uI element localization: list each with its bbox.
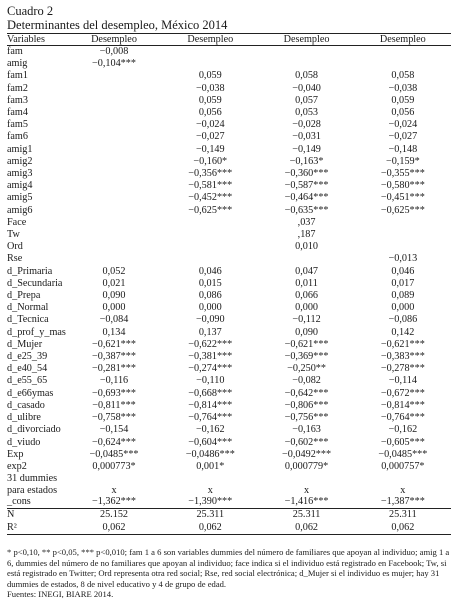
table-row	[7, 217, 451, 229]
row-value: ,037	[297, 216, 316, 228]
row-variable: d_Normal	[7, 302, 49, 314]
row-value: −0,250**	[287, 363, 326, 375]
row-variable: d_prof_y_mas	[7, 326, 66, 338]
row-value: −0,381***	[188, 351, 233, 363]
row-variable: d_Mujer	[7, 338, 43, 350]
row-variable: d_viudo	[7, 436, 41, 448]
table-row	[7, 412, 451, 424]
row-value	[66, 205, 162, 217]
dummies-mark: x	[400, 484, 406, 496]
table-row-stat	[7, 509, 451, 522]
table-body	[7, 46, 451, 535]
table-row	[7, 156, 451, 168]
table-row	[7, 424, 451, 436]
row-value: −0,693***	[92, 387, 136, 399]
row-value: −0,668***	[188, 387, 233, 399]
table-row	[7, 437, 451, 449]
row-value: −0,160*	[193, 155, 228, 167]
row-value: −0,0486***	[185, 448, 235, 460]
row-value: −0,672***	[380, 387, 425, 399]
row-value: −0,149	[292, 143, 321, 155]
row-value: 0,066	[295, 290, 319, 302]
row-value: 0,062	[66, 522, 162, 535]
row-value: 0,137	[198, 326, 222, 338]
row-value: 25.311	[162, 509, 258, 522]
table-row	[7, 107, 451, 119]
table-row	[7, 46, 451, 59]
row-value: −0,040	[292, 82, 321, 94]
row-value: 0,000773*	[92, 460, 136, 472]
table-row	[7, 83, 451, 95]
row-value: 0,010	[295, 241, 319, 253]
row-variable: Exp	[7, 448, 24, 460]
row-value: −0,642***	[284, 387, 329, 399]
row-value: −0,154	[99, 424, 129, 436]
row-value: −0,110	[196, 375, 225, 387]
row-variable: Face	[7, 216, 27, 228]
row-variable: d_casado	[7, 399, 45, 411]
row-value: −0,112	[292, 314, 321, 326]
row-value: 0,046	[198, 265, 222, 277]
table-row	[7, 58, 451, 70]
header-variables: Variables	[7, 34, 66, 46]
row-value	[66, 217, 162, 229]
row-value	[66, 83, 162, 95]
row-value: −0,013	[388, 253, 418, 265]
row-value: −0,163	[292, 424, 321, 436]
row-value: 0,000	[295, 302, 319, 314]
row-value: 0,000	[102, 302, 126, 314]
row-value: 0,047	[295, 265, 319, 277]
row-variable: fam3	[7, 94, 28, 106]
row-value: 0,056	[198, 107, 222, 119]
row-value: −0,086	[388, 314, 418, 326]
row-value: −0,602***	[284, 436, 329, 448]
row-variable: fam2	[7, 82, 28, 94]
table-row	[7, 449, 451, 461]
row-value: −0,082	[292, 375, 321, 387]
table-row	[7, 339, 451, 351]
row-value	[258, 58, 354, 70]
table-row-stat	[7, 522, 451, 535]
row-value	[66, 70, 162, 82]
row-variable: amig3	[7, 168, 33, 180]
row-value: −0,604***	[188, 436, 233, 448]
row-value: −0,028	[292, 119, 321, 131]
row-value	[66, 192, 162, 204]
table-row	[7, 351, 451, 363]
row-value: −0,814***	[188, 399, 233, 411]
row-variable: Ord	[7, 241, 23, 253]
row-variable: d_e40_54	[7, 363, 48, 375]
row-variable: amig6	[7, 204, 33, 216]
header-model-4: Desempleo	[355, 34, 451, 46]
table-row	[7, 302, 451, 314]
row-value: −0,278***	[380, 363, 425, 375]
row-value: 0,142	[391, 326, 415, 338]
row-value	[355, 46, 451, 59]
row-value	[162, 229, 258, 241]
row-value: −0,162	[388, 424, 418, 436]
row-variable: d_e55_65	[7, 375, 48, 387]
table-row	[7, 363, 451, 375]
row-value: −0,0492***	[282, 448, 332, 460]
row-variable: amig1	[7, 143, 33, 155]
row-value: −0,274***	[188, 363, 233, 375]
row-value: 0,062	[162, 522, 258, 535]
row-value	[355, 229, 451, 241]
row-value: 0,062	[355, 522, 451, 535]
header-model-3: Desempleo	[258, 34, 354, 46]
dummies-mark: x	[207, 484, 213, 496]
row-value	[66, 229, 162, 241]
row-value: −0,116	[99, 375, 129, 387]
row-value	[66, 168, 162, 180]
row-value: 0,046	[391, 265, 415, 277]
table-row	[7, 290, 451, 302]
row-value: 0,089	[391, 290, 415, 302]
row-value: −0,621***	[284, 338, 329, 350]
table-row	[7, 388, 451, 400]
row-value: −0,452***	[188, 192, 233, 204]
row-value: 0,000	[391, 302, 415, 314]
table-row-dummies	[7, 485, 451, 497]
table-row	[7, 253, 451, 265]
row-variable: fam6	[7, 131, 28, 143]
row-variable: d_e25_39	[7, 351, 48, 363]
row-value: 25.311	[355, 509, 451, 522]
row-variable: d_ulibre	[7, 412, 41, 424]
row-value: −0,027	[388, 131, 418, 143]
table-row	[7, 266, 451, 278]
row-value: 0,090	[102, 290, 126, 302]
row-variable: fam	[7, 46, 23, 57]
row-value: ,187	[297, 229, 316, 241]
table-row	[7, 95, 451, 107]
row-value: 0,021	[102, 277, 126, 289]
header-model-2: Desempleo	[162, 34, 258, 46]
row-value	[355, 217, 451, 229]
row-value: −0,806***	[284, 399, 329, 411]
row-value	[66, 131, 162, 143]
row-variable: d_Primaria	[7, 265, 53, 277]
row-variable: exp2	[7, 460, 27, 472]
row-value: −1,387***	[380, 496, 425, 508]
row-value: −0,162	[195, 424, 225, 436]
row-value	[355, 473, 451, 485]
table-notes	[7, 547, 453, 600]
table-caption-title: Determinantes del desempleo, México 2014	[7, 18, 228, 32]
row-variable: d_Prepa	[7, 290, 41, 302]
row-value: −0,587***	[284, 180, 329, 192]
row-value: −0,355***	[380, 168, 425, 180]
row-value: −0,451***	[380, 192, 425, 204]
table-row	[7, 461, 451, 473]
row-value: −0,625***	[380, 204, 425, 216]
row-value: −0,038	[388, 82, 418, 94]
row-variable: d_divorciado	[7, 424, 61, 436]
row-value: −0,369***	[284, 351, 329, 363]
row-variable: amig5	[7, 192, 33, 204]
row-value: 0,000	[198, 302, 222, 314]
row-value: −0,356***	[188, 168, 233, 180]
row-value: −1,390***	[188, 496, 233, 508]
table-row	[7, 168, 451, 180]
row-value: 0,001*	[196, 460, 225, 472]
table-row	[7, 205, 451, 217]
table-row-constant	[7, 496, 451, 509]
row-value: −0,764***	[188, 412, 233, 424]
row-value	[66, 144, 162, 156]
row-value: −0,360***	[284, 168, 329, 180]
row-value: −0,149	[195, 143, 225, 155]
row-value	[258, 46, 354, 59]
row-value	[66, 180, 162, 192]
table-row	[7, 327, 451, 339]
row-variable: R²	[7, 522, 66, 535]
row-value: −0,084	[99, 314, 129, 326]
row-variable: fam1	[7, 70, 28, 82]
row-value: 0,134	[102, 326, 126, 338]
row-value: −0,624***	[92, 436, 136, 448]
row-variable: d_Secundaria	[7, 277, 63, 289]
row-value	[162, 58, 258, 70]
row-value: 0,090	[295, 326, 319, 338]
table-row	[7, 119, 451, 131]
row-value: −0,0485***	[89, 448, 139, 460]
row-value	[162, 473, 258, 485]
regression-table	[7, 33, 451, 535]
row-value: 0,017	[391, 277, 415, 289]
table-row	[7, 180, 451, 192]
row-variable: Rse	[7, 253, 23, 265]
table-row	[7, 278, 451, 290]
row-value: 25.311	[258, 509, 354, 522]
table-row	[7, 192, 451, 204]
row-variable: _cons	[7, 496, 31, 508]
row-value: −0,464***	[284, 192, 329, 204]
table-row	[7, 314, 451, 326]
table-row	[7, 400, 451, 412]
row-value	[66, 156, 162, 168]
table-row	[7, 241, 451, 253]
row-value: 0,052	[102, 265, 126, 277]
source-note: Fuentes: INEGI, BIARE 2014.	[7, 589, 114, 600]
row-value: −0,024	[195, 119, 225, 131]
table-row	[7, 131, 451, 143]
row-value: 0,059	[391, 94, 415, 106]
row-value	[258, 253, 354, 265]
dummies-label-line-2: para estados	[7, 484, 58, 496]
row-value: −0,580***	[380, 180, 425, 192]
row-value: 0,058	[295, 70, 319, 82]
row-value	[355, 58, 451, 70]
header-model-1: Desempleo	[66, 34, 162, 46]
row-variable: d_Tecnica	[7, 314, 49, 326]
row-value: −0,811***	[92, 399, 136, 411]
row-variable: N	[7, 509, 66, 522]
row-value: −0,038	[195, 82, 225, 94]
table-row	[7, 144, 451, 156]
row-value: 0,086	[198, 290, 222, 302]
row-variable: fam5	[7, 119, 28, 131]
row-variable: d_e66ymas	[7, 387, 54, 399]
table-row	[7, 375, 451, 387]
row-value: −0,148	[388, 143, 418, 155]
dummies-label-line-1: 31 dummies	[7, 473, 58, 485]
row-value: −0,008	[99, 46, 129, 57]
row-value: −0,621***	[92, 338, 136, 350]
table-caption-label: Cuadro 2	[7, 4, 54, 18]
row-value	[66, 119, 162, 131]
row-value: −0,114	[388, 375, 417, 387]
row-value: −0,764***	[380, 412, 425, 424]
row-value: 0,011	[295, 277, 318, 289]
row-value: −0,756***	[284, 412, 329, 424]
row-value: −0,104***	[92, 58, 136, 70]
row-value	[66, 95, 162, 107]
row-variable: fam4	[7, 107, 28, 119]
row-value: 0,059	[198, 70, 222, 82]
row-value: 0,056	[391, 107, 415, 119]
row-value: −0,027	[195, 131, 225, 143]
row-value	[162, 217, 258, 229]
table-row	[7, 70, 451, 82]
row-value	[162, 253, 258, 265]
row-variable: amig	[7, 58, 28, 70]
dummies-mark: x	[111, 484, 117, 496]
row-value: 0,000757*	[381, 460, 425, 472]
row-value: −0,0485***	[378, 448, 428, 460]
table-row-dummies	[7, 473, 451, 485]
row-value	[355, 241, 451, 253]
dummies-mark: x	[304, 484, 310, 496]
row-value: 0,058	[391, 70, 415, 82]
row-value: −0,621***	[380, 338, 425, 350]
row-value	[66, 473, 162, 485]
row-variable: amig4	[7, 180, 33, 192]
row-value	[66, 107, 162, 119]
row-value: −0,635***	[284, 204, 329, 216]
table-row	[7, 229, 451, 241]
table-header-row	[7, 34, 451, 46]
row-value: −0,024	[388, 119, 418, 131]
row-value: 25.152	[66, 509, 162, 522]
row-value: −0,622***	[188, 338, 233, 350]
row-value: −1,362***	[92, 496, 136, 508]
row-value: −0,383***	[380, 351, 425, 363]
row-value	[162, 46, 258, 59]
row-variable: Tw	[7, 229, 20, 241]
row-value	[162, 241, 258, 253]
row-value: −0,605***	[380, 436, 425, 448]
row-value: −0,281***	[92, 363, 136, 375]
row-value: 0,057	[295, 94, 319, 106]
row-variable: amig2	[7, 155, 33, 167]
row-value: −0,031	[292, 131, 321, 143]
row-value: −0,625***	[188, 204, 233, 216]
row-value	[258, 473, 354, 485]
row-value: 0,059	[198, 94, 222, 106]
row-value: −1,416***	[284, 496, 329, 508]
row-value: −0,159*	[385, 155, 420, 167]
row-value: −0,758***	[92, 412, 136, 424]
row-value: 0,000779*	[284, 460, 329, 472]
row-value: 0,053	[295, 107, 319, 119]
significance-note: * p<0,10, ** p<0,05, *** p<0,010; fam 1 a 6 son variables dummies del número de familiares que apoyan al individuo; amig 1 a 6, dummies del número de no familiares que apoyan al individuo; face indica si el individuo está registrado en Facebook; Tw, si está registrado en Twitter; Ord representa otra red social; Rse, red social electrónica; d_Mujer si el individuo es mujer; hay 31 dummies de estados, 8 de nivel educativo y 4 de grupo de edad.	[7, 547, 450, 589]
row-value: −0,090	[195, 314, 225, 326]
row-value: −0,163*	[289, 155, 324, 167]
row-value: −0,581***	[188, 180, 233, 192]
row-value: −0,814***	[380, 399, 425, 411]
row-value: 0,015	[198, 277, 222, 289]
row-value	[66, 253, 162, 265]
row-value: 0,062	[258, 522, 354, 535]
row-value	[66, 241, 162, 253]
row-value: −0,387***	[92, 351, 136, 363]
